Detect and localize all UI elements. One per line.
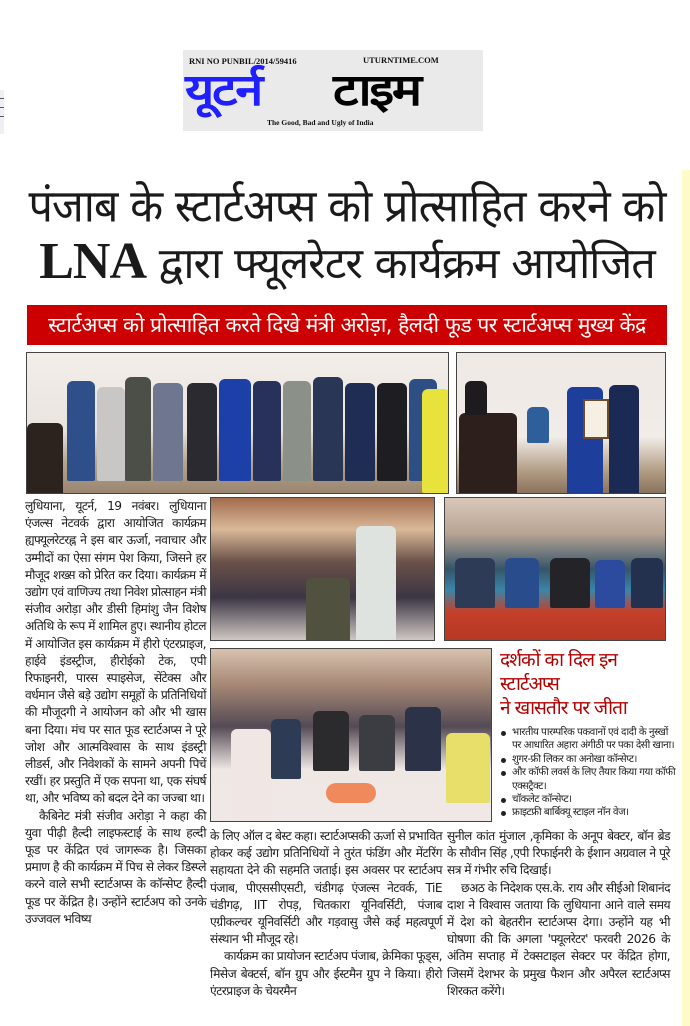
seated-person xyxy=(505,558,539,608)
highlights-list xyxy=(500,726,678,820)
group-photo xyxy=(26,352,449,494)
lounge-audience-photo xyxy=(444,497,666,641)
article-paragraph: कैबिनेट मंत्री संजीव अरोड़ा ने कहा की युवा पीढ़ी हैल्दी लाइफस्टाई के साथ हल्दी फूड पर केंद्रित एवं जागरूक है। जिसका प्रमाण है की कार्यक्रम में पिच से लेकर डिस्प्ले करने वाले सभी स्टार्टअप्स के कॉन्सेप्ट हैल्दी फूड पर केंद्रित है। उन्होंने स्टार्टअप को उनके उज्जवल भविष्य xyxy=(25,808,206,926)
flower-bouquet xyxy=(326,783,376,803)
person xyxy=(253,381,281,481)
person xyxy=(153,383,183,481)
seated-person xyxy=(359,715,395,771)
seated-person xyxy=(231,729,271,822)
highlights-list-item: चॉकलेट कॉन्सेप्ट। xyxy=(500,793,678,806)
highlights-title xyxy=(500,648,678,720)
person xyxy=(125,377,151,481)
page-edge-mark xyxy=(0,90,4,134)
logo-yuturn: यूटर्न xyxy=(185,65,262,116)
award-photo xyxy=(456,352,666,494)
seated-person xyxy=(631,558,663,608)
podium xyxy=(27,423,63,494)
seated-person xyxy=(306,578,350,641)
person xyxy=(345,383,375,481)
article-paragraph: सुनील कांत मुंजाल ,कृमिका के अनूप बेक्टर, बॉन ब्रेड के सौवीन सिंह ,एपी रिफाईनरी के ईशान अग्रवाल ने पूरे सत्र में गंभीर रुचि दिखाई। xyxy=(447,829,670,878)
headline-line-1: पंजाब के स्टार्टअप्स को प्रोत्साहित करने को xyxy=(28,180,666,234)
person xyxy=(609,385,639,494)
website-url: UTURNTIME.COM xyxy=(363,55,439,65)
highlights-list-item: और कॉफी लवर्स के लिए तैयार किया गया कॉफी एक्सट्रैक्ट। xyxy=(500,766,678,793)
startup-highlights-box xyxy=(500,648,678,826)
person xyxy=(422,389,449,493)
article-paragraph: के लिए ऑल द बेस्ट कहा। स्टार्टअप्सकी ऊर्जा से प्रभावित होकर कई उद्योग प्रतिनिधियों ने तुरंत फंडिंग और मेंटरिंग सहायता देने की सहमति जताई। इस अवसर पर स्टार्टअप पंजाब, पीएससीएसटी, चंडीगढ़ एंजल्स नेटवर्क, TiE चंडीगढ़, IIT रोपड़, चितकारा यूनिवर्सिटी, पंजाब एग्रीकल्चर यूनिवर्सिटी और गड़वासु जैसे कई महत्वपूर्ण संस्थान भी मौजूद रहे। xyxy=(210,829,442,947)
masthead-tagline: The Good, Bad and Ugly of India xyxy=(267,118,374,127)
highlights-title-line-2: ने खासतौर पर जीता xyxy=(500,697,627,719)
podium xyxy=(459,413,517,494)
banner-portrait xyxy=(527,407,549,443)
seated-person xyxy=(595,560,625,608)
headline-line-2 xyxy=(22,234,672,292)
person xyxy=(97,387,125,481)
table-audience-photo xyxy=(210,648,492,822)
article-column-3 xyxy=(447,828,670,1000)
headline-line-2-text: द्वारा फ्यूलरेटर कार्यक्रम आयोजित xyxy=(158,239,655,289)
highlights-title-line-1: दर्शकों का दिल इन स्टार्टअप्स xyxy=(500,649,617,695)
adjacent-page-strip xyxy=(682,170,690,1026)
registration-number: RNI NO PUNBIL/2014/59416 xyxy=(189,56,297,66)
seated-person xyxy=(455,558,495,608)
article-paragraph: छअठ के निदेशक एस.के. राय और सीईओ शिबानंद दाश ने विश्वास जताया कि लुधियाना आने वाले समय में देश को बेहतरीन स्टार्टअप्स देगा। उन्होंने यह भी घोषणा की कि अगला 'फ्यूलरेटर' फरवरी 2026 के अंतिम सप्ताह में टेक्सटाइल सेक्टर पर केंद्रित होगा, जिसमें देशभर के प्रमुख फैशन और अपैरल स्टार्टअप्स शिरकत करेंगे। xyxy=(447,880,670,998)
highlights-list-item: शुगर-फ्री लिकर का अनोखा कॉन्सेप्ट। xyxy=(500,753,678,766)
seated-person xyxy=(446,733,490,803)
memento-frame xyxy=(583,399,609,439)
article-column-2 xyxy=(210,828,442,1000)
article-paragraph: कार्यक्रम का प्रायोजन स्टार्टअप पंजाब, क्रेमिका फूड्स, मिसेज बेक्टर्स, बॉन ग्रुप और ईस्टमैन ग्रुप ने किया। हीरो एंटरप्राइज के चेयरमैन xyxy=(210,949,442,998)
highlights-list-item: भारतीय पारम्परिक पकवानों एवं दादी के नुस्खों पर आधारित अहारा अंगीठी पर पका देसी खाना। xyxy=(500,726,678,753)
person xyxy=(313,377,343,481)
standing-speaker xyxy=(356,526,396,641)
highlights-list-item: फ्राइटफ्री बार्बिक्यू स्टाइल नॉन वेज। xyxy=(500,806,678,819)
person xyxy=(377,383,407,481)
subheadline-banner: स्टार्टअप्स को प्रोत्साहित करते दिखे मंत्री अरोड़ा, हैलदी फूड पर स्टार्टअप्स मुख्य केंद्र xyxy=(27,305,667,345)
seated-person xyxy=(405,707,441,771)
audience-question-photo xyxy=(210,497,435,641)
person xyxy=(219,379,251,481)
headline-brand-lna: LNA xyxy=(39,233,147,290)
headline xyxy=(22,180,672,292)
seated-person xyxy=(550,558,590,608)
seated-person xyxy=(271,719,301,779)
person xyxy=(283,381,311,481)
article-paragraph: लुधियाना, यूटर्न, 19 नवंबर। लुधियाना एंजल्स नेटवर्क द्वारा आयोजित कार्यक्रम ह्यफ्यूलरेटरह्न ने इस बार ऊर्जा, नवाचार और उम्मीदों का ऐसा संगम पेश किया, जिसने हर मौजूद शख्स को प्रेरित कर दिया। कार्यक्रम में उद्योग एवं वाणिज्य तथा निवेश प्रोत्साहन मंत्री संजीव अरोड़ा और डीसी हिमांशु जैन विशेष अतिथि के रूप में शामिल हुए। स्थानीय होटल में आयोजित इस कार्यक्रम में हीरो एंटरप्राइज, हाईवे इंडस्ट्रीज, हीरोईको टेक, एपी रिफाइनरी, पारस स्पाइसेज, सेंटेक्स और वर्धमान जैसे बड़े उद्योग समूहों के प्रतिनिधियों की मौजूदगी ने आयोजन को और भी खास बना दिया। मंच पर सात फूड स्टार्टअप्स ने पूरे जोश और आत्मविश्वास के साथ इंडस्ट्री लीडर्स, और निवेशकों के सामने अपनी पिचें रखीं। हर प्रस्तुति में एक सपना था, एक संघर्ष था, और भविष्य को बदल देने का जज्बा था। xyxy=(25,499,206,806)
person xyxy=(187,383,217,481)
person xyxy=(67,381,95,481)
masthead xyxy=(183,50,483,131)
person xyxy=(465,381,487,415)
logo-time: टाइम xyxy=(333,65,420,116)
seated-person xyxy=(313,711,349,771)
article-column-1 xyxy=(25,498,206,928)
